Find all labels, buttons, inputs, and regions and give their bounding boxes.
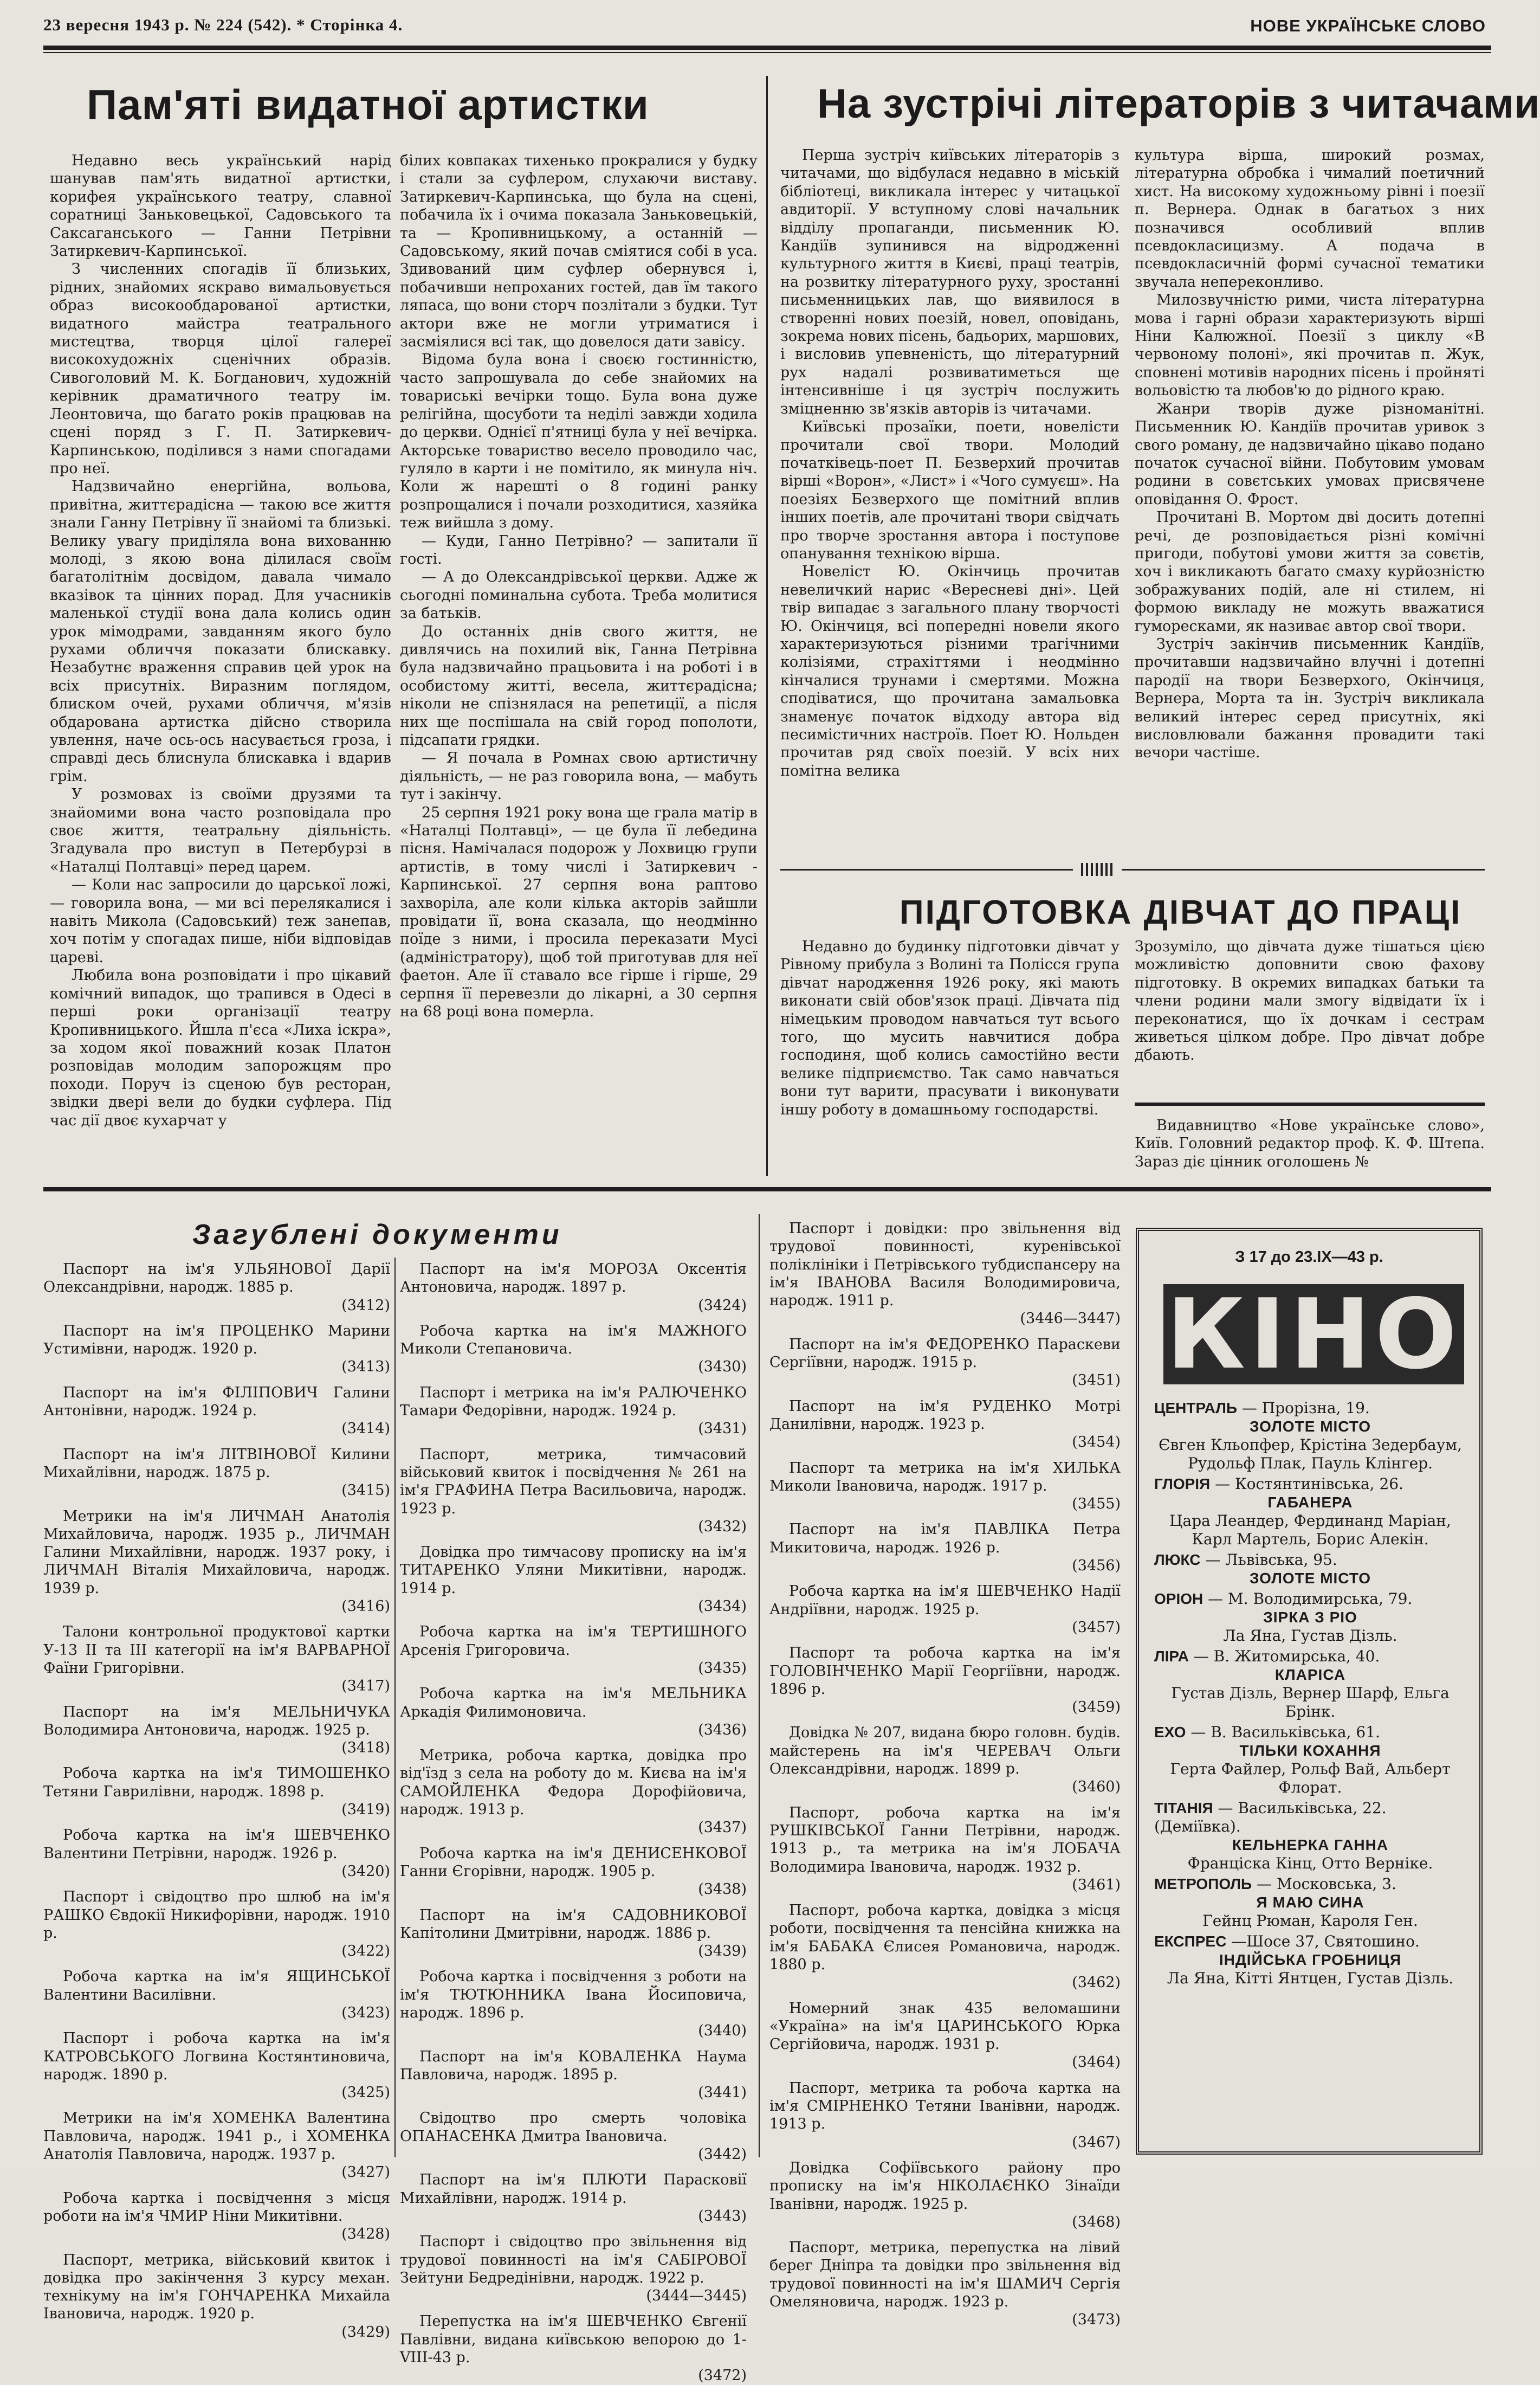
list-item: Паспорт, робоча картка на ім'я РУШКІВСЬКОЇ Ганни Петрівни, народж. 1913 р., та метрика на ім'я ЛОБАЧА Володимира Івановича, народж. 1932 р. (3461) bbox=[769, 1804, 1121, 1893]
paragraph: 25 серпня 1921 року вона ще грала матір в «Наталці Полтавці», — це була її лебедина пісня. Намічалася подорож у Лохвицю групи артистів, в тому числі і Затиркевич - Карпинської. 27 серпня вона раптово захворіла, але коли кілька акторів зайшли провідати її, вона сказала, що неодмінно поїде з ними, і просила переказати Мусі (адміністратору), щоб той приготував для неї фаетон. Але її ставало все гірше і гірше, 29 серпня її перевезли до лікарні, а 30 серпня на 68 році вона померла. bbox=[400, 804, 758, 1021]
paragraph: Прочитані В. Мортом дві досить дотепні речі, де розповідається різні комічні пригоди, побутові умови життя за совєтів, хоч і викликають багато смаху курйозністю зображуваних подій, але ні стилем, ні формою викладу не можуть вважатися гуморесками, як називає автор свої твори. bbox=[1135, 509, 1485, 635]
list-item: Робоча картка і посвідчення з місця роботи на ім'я ЧМИР Ніни Микитівни. (3428) bbox=[43, 2189, 390, 2243]
list-item: Довідка про тимчасову прописку на ім'я ТИТАРЕНКО Уляни Микитівни, народж. 1914 р. (3434) bbox=[400, 1544, 747, 1615]
cinema-entry: ОРІОН — М. Володимирська, 79. ЗІРКА З РІО Ла Яна, Густав Дізль. bbox=[1154, 1590, 1413, 1645]
issue-info: 23 вересня 1943 р. № 224 (542). * Сторінка 4. bbox=[43, 15, 403, 34]
list-item: Паспорт на ім'я КОВАЛЕНКА Наума Павловича, народж. 1895 р. (3441) bbox=[400, 2048, 747, 2102]
list-item: Паспорт, метрика та робоча картка на ім'я СМІРНЕНКО Тетяни Іванівни, народж. 1913 р. (3467) bbox=[769, 2079, 1121, 2151]
list-item: Паспорт на ім'я ПАВЛІКА Петра Микитовича, народж. 1926 р. (3456) bbox=[769, 1521, 1121, 1575]
article3-column-2 bbox=[1135, 938, 1485, 1100]
paragraph: Недавно до будинку підготовки дівчат у Рівному прибула з Волині та Полісся група дівчат народження 1926 року, які мають виконати свій обов'язок праці. Дівчата під німецьким проводом навчаться тут всього того, що мусить навчитися добра господиня, щоб колись самостійно вести велике підприємство. Так само навчаться вони тут варити, прасувати і виконувати іншу роботу в домашньому господарстві. bbox=[780, 938, 1120, 1118]
cinema-entry: ЛЮКС — Львівська, 95. ЗОЛОТЕ МІСТО bbox=[1154, 1551, 1371, 1587]
paragraph: У розмовах із своїми друзями та знайомими вона часто розповідала про своє життя, театральну діяльність. Згадувала про виступ в Петербурзі в «Наталці Полтавці» перед царем. bbox=[50, 786, 391, 875]
list-item: Метрики на ім'я ЛИЧМАН Анатолія Михайловича, народж. 1935 р., ЛИЧМАН Галини Михайлівни, народж. 1937 року, і ЛИЧМАН Віталія Михайловича, народж. 1939 р. (3416) bbox=[43, 1507, 390, 1615]
list-item: Паспорт і довідки: про звільнення від трудової повинності, куренівської поліклініки і Петрівського тубдиспансеру на ім'я ІВАНОВА Василя Володимировича, народж. 1911 р. (3446—3447) bbox=[769, 1220, 1121, 1327]
lost-docs-column-1 bbox=[43, 1260, 390, 2341]
list-item: Паспорт на ім'я ПЛЮТИ Парасковії Михайлівни, народж. 1914 р. (3443) bbox=[400, 2171, 747, 2225]
list-item: Робоча картка на ім'я ЯЩИНСЬКОЇ Валентини Василівни. (3423) bbox=[43, 1968, 390, 2021]
list-item: Метрики на ім'я ХОМЕНКА Валентина Павловича, народж. 1941 р., і ХОМЕНКА Анатолія Павловича, народж. 1937 р. (3427) bbox=[43, 2110, 390, 2181]
publisher-text: Видавництво «Нове українське слово», Київ. Головний редактор проф. К. Ф. Штепа. Зараз діє цінник оголошень № bbox=[1135, 1117, 1485, 1170]
column-divider bbox=[766, 76, 768, 1176]
section-divider-right bbox=[1122, 869, 1485, 871]
divider-ornament bbox=[1081, 863, 1114, 876]
paragraph: З численних спогадів її близьких, рідних, знайомих яскраво вимальовується образ високообдарованої артистки, видатного майстра театрального мистецтва, творця цілої галереї високохудожніх сценічних образів. Сивоголовий М. К. Богданович, художній керівник драматичного театру ім. Леонтовича, що багато років працював на сцені поряд з Г. П. Затиркевич-Карпинською, поділився з нами спогадами про неї. bbox=[50, 261, 391, 477]
article2-column-1 bbox=[780, 146, 1120, 854]
cinema-entry: ЕХО — В. Васильківська, 61. ТІЛЬКИ КОХАННЯ Герта Файлер, Рольф Вай, Альберт Флорат. bbox=[1154, 1723, 1451, 1796]
lost-docs-column-2 bbox=[400, 1260, 747, 2384]
list-item: Паспорт, метрика, тимчасовий військовий квиток і посвідчення № 261 на ім'я ГРАФИНА Петра Васильовича, народж. 1923 р. (3432) bbox=[400, 1446, 747, 1535]
list-item: Паспорт на ім'я САДОВНИКОВОЇ Капітолини Дмитрівни, народж. 1886 р. (3439) bbox=[400, 1906, 747, 1960]
lost-docs-column-3 bbox=[769, 1220, 1121, 2329]
list-item: Робоча картка і посвідчення з роботи на ім'я ТЮТЮННИКА Івана Йосиповича, народж. 1896 р. (3440) bbox=[400, 1968, 747, 2040]
lost-documents-title: Загублені документи bbox=[192, 1219, 562, 1250]
article2-column-2 bbox=[1135, 146, 1485, 854]
list-item: Паспорт і робоча картка на ім'я КАТРОВСЬКОГО Логвина Костянтиновича, народж. 1890 р. (3425) bbox=[43, 2030, 390, 2102]
paragraph: Зустріч закінчив письменник Кандіїв, прочитавши надзвичайно влучні і дотепні пародії на твори Безверхого, Окінчиця, Вернера, Морта та ін. Зустріч викликала великий інтерес серед присутніх, які висловлювали бажання провадити такі вечори частіше. bbox=[1135, 635, 1485, 762]
list-item: Талони контрольної продуктової картки У-13 ІІ та ІІІ категорії на ім'я ВАРВАРНОЇ Фаїни Григорівни. (3417) bbox=[43, 1623, 390, 1695]
section-rule bbox=[43, 1187, 1491, 1191]
list-item: Робоча картка на ім'я МЕЛЬНИКА Аркадія Филимоновича. (3436) bbox=[400, 1685, 747, 1738]
list-item: Паспорт на ім'я ФЕДОРЕНКО Параскеви Сергіївни, народж. 1915 р. (3451) bbox=[769, 1336, 1121, 1389]
list-item: Паспорт на ім'я УЛЬЯНОВОЇ Дарії Олександрівни, народж. 1885 р. (3412) bbox=[43, 1261, 390, 1314]
list-item: Перепустка на ім'я ШЕВЧЕНКО Євгенії Павлівни, видана київською вепорою до 1-VIII-43 р. (3472) bbox=[400, 2313, 747, 2384]
list-item: Робоча картка на ім'я ШЕВЧЕНКО Надії Андріївни, народж. 1925 р. (3457) bbox=[769, 1583, 1121, 1636]
list-item: Паспорт на ім'я МОРОЗА Оксентія Антоновича, народж. 1897 р. (3424) bbox=[400, 1261, 747, 1314]
paragraph: Недавно весь український нарід шанував пам'ять видатної артистки, корифея українського театру, славної соратниці Заньковецької, Садовського та Саксаганського — Ганни Петрівни Затиркевич-Карпинської. bbox=[50, 152, 391, 260]
paragraph: Новеліст Ю. Окінчиць прочитав невеличкий нарис «Вересневі дні». Цей твір випадає з загального плану творчості Ю. Окінчиця, всі попередні новели якого характеризуються різними трагічними колізіями, страхіттями і неодмінно кінчалися трунами і смертями. Можна сподіватися, що прочитана замальовка знаменує початок відходу автора від песимістичних настроїв. Поет Ю. Нольден прочитав ряд своїх поезій. У всіх них помітна велика bbox=[780, 563, 1120, 779]
header-rule-thin bbox=[43, 52, 1491, 53]
list-item: Робоча картка на ім'я ТЕРТИШНОГО Арсенія Григоровича. (3435) bbox=[400, 1623, 747, 1677]
paragraph: До останніх днів свого життя, не дивлячись на похилий вік, Ганна Петрівна була надзвичайно працьовита і на роботі і в особистому житті, весела, життєрадісна; ніколи не спізнялася на репетиції, а після них ще поспішала на свій город пополоти, підсапати грядки. bbox=[400, 623, 758, 749]
paragraph: Милозвучністю рими, чиста літературна мова і гарні образи характеризують вірші Ніни Калюжної. Поезії з циклу «В червоному полоні», які прочитав п. Жук, сповнені мотивів народних пісень і пройняті вольовістю та любов'ю до рідного краю. bbox=[1135, 292, 1485, 399]
list-item: Робоча картка на ім'я МАЖНОГО Миколи Степановича. (3430) bbox=[400, 1322, 747, 1376]
paragraph: — А до Олександрівської церкви. Адже ж сьогодні поминальна субота. Треба молитися за батьків. bbox=[400, 569, 758, 622]
article1-title: Пам'яті видатної артистки bbox=[87, 81, 649, 128]
list-item: Номерний знак 435 веломашини «Україна» на ім'я ЦАРИНСЬКОГО Юрка Сергійовича, народж. 1931 р. (3464) bbox=[769, 2000, 1121, 2071]
paragraph: Перша зустріч київських літераторів з читачами, що відбулася недавно в міській бібліотеці, викликала інтерес у читацької авдиторії. У вступному слові начальник відділу пропаганди, письменник Ю. Кандіїв зупинився на відродженні культурного життя в Києві, праці театрів, на розвитку літературного руху, зростанні письменницьких лав, що виявилося в створенні нових поезій, новел, оповідань, зокрема нових пісень, бадьорих, маршових, і висловив упевненість, що літературний рух надалі розвиватиметься ще інтенсивніше і ця зустріч послужить зміцненню зв'язків авторів із читачами. bbox=[780, 147, 1120, 417]
section-divider-left bbox=[780, 869, 1073, 871]
kino-logo: КІНО bbox=[1163, 1284, 1464, 1384]
cinema-entry: МЕТРОПОЛЬ — Московська, 3. Я МАЮ СИНА Гейнц Рюман, Кароля Ген. bbox=[1154, 1875, 1418, 1930]
column-divider bbox=[759, 1214, 760, 2157]
header-rule bbox=[43, 46, 1491, 50]
kino-listings bbox=[1136, 1228, 1483, 2155]
paragraph: білих ковпаках тихенько прокралися у будку і стали за суфлером, слухаючи виставу. Затиркевич-Карпинська, що була на сцені, побачила їх і очима показала Заньковецькій, та — Кропивницькому, а останній — Садовському, який почав сміятися собі в уса. Здивований цим суфлер обернувся і, побачивши непроханих гостей, дав їм такого ляпаса, що вони сторч позлітали з будки. Тут актори вже не могли утриматися і засміялися всі так, що довелося дати завісу. bbox=[400, 152, 758, 351]
article3-column-1 bbox=[780, 938, 1120, 1176]
paragraph: — Куди, Ганно Петрівно? — запитали її гості. bbox=[400, 532, 758, 568]
newspaper-name: НОВЕ УКРАЇНСЬКЕ СЛОВО bbox=[1250, 16, 1486, 35]
paragraph: культура вірша, широкий розмах, літературна обробка і чималий поетичний хист. На високому художньому рівні і поезії п. Вернера. Однак в багатьох з них позначився особливий вплив псевдокласицизму. А подача в псевдокласичній формі сучасної тематики звучала непереконливо. bbox=[1135, 147, 1485, 291]
list-item: Паспорт, метрика, військовий квиток і довідка про закінчення 3 курсу механ. технікуму на ім'я ГОНЧАРЕНКА Михайла Івановича, народж. 1920 р. (3429) bbox=[43, 2251, 390, 2341]
list-item: Паспорт і свідоцтво про шлюб на ім'я РАШКО Євдокії Никифорівни, народж. 1910 р. (3422) bbox=[43, 1888, 390, 1960]
paragraph: Жанри творів дуже різноманітні. Письменник Ю. Кандіїв прочитав уривок з свого роману, де надзвичайно цікаво подано початок сучасної війни. Побутовим умовам родини в совєтських умовах присвячене оповідання О. Фрост. bbox=[1135, 400, 1485, 508]
list-item: Паспорт на ім'я ФІЛІПОВИЧ Галини Антонівни, народж. 1924 р. (3414) bbox=[43, 1384, 390, 1438]
article3-title: ПІДГОТОВКА ДІВЧАТ ДО ПРАЦІ bbox=[900, 894, 1462, 931]
cinema-entry: ЦЕНТРАЛЬ — Прорізна, 19. ЗОЛОТЕ МІСТО Євген Кльопфер, Крістіна Зедербаум, Рудольф Плак, Пауль Клінгер. bbox=[1154, 1399, 1462, 1472]
cinema-entry: ТІТАНІЯ — Васильківська, 22. (Деміївка). КЕЛЬНЕРКА ГАННА Франціска Кінц, Отто Верніке. bbox=[1154, 1799, 1433, 1872]
cinema-entry: ЛІРА — В. Житомирська, 40. КЛАРІСА Густав Дізль, Вернер Шарф, Ельга Брінк. bbox=[1154, 1647, 1450, 1720]
list-item: Довідка № 207, видана бюро головн. будів. майстерень на ім'я ЧЕРЕВАЧ Ольги Олександрівни, народж. 1899 р. (3460) bbox=[769, 1724, 1121, 1796]
list-item: Паспорт, метрика, перепустка на лівий берег Дніпра та довідки про звільнення від трудової повинності на ім'я ШАМИЧ Сергія Омеляновича, народж. 1923 р. (3473) bbox=[769, 2239, 1121, 2329]
list-item: Довідка Софіївського району про прописку на ім'я НІКОЛАЄНКО Зінаїди Іванівни, народж. 1925 р. (3468) bbox=[769, 2159, 1121, 2231]
list-item: Свідоцтво про смерть чоловіка ОПАНАСЕНКА Дмитра Івановича. (3442) bbox=[400, 2110, 747, 2163]
paragraph: Київські прозаїки, поети, новелісти прочитали свої твори. Молодий початківець-поет П. Безверхий прочитав вірші «Ворон», «Лист» і «Чого сумуєш». На поезіях Безверхого ще помітний вплив інших поетів, але прочитані твори свідчать про творче зростання автора і поступове опанування технікою вірша. bbox=[780, 418, 1120, 562]
paragraph: Надзвичайно енергійна, вольова, привітна, життєрадісна — такою все життя знали Ганну Петрівну її знайомі та близькі. Велику увагу приділяла вона вихованню молоді, з якою вона ділилася своїм багатолітнім досвідом, давала чимало вказівок та цінних порад. Для учасників маленької студії вона дала колись один урок мімодрами, завданням якого було рухами обличчя показати блискавку. Незабутнє враження справив цей урок на всіх присутніх. Виразним поглядом, блиском очей, рухами обличчя, м'язів обдарована артистка дійсно створила увлення, наче ось-ось насувається гроза, і справді десь блиснула блискавка і вдарив грім. bbox=[50, 478, 391, 785]
paragraph: Любила вона розповідати і про цікавий комічний випадок, що трапився в Одесі в перші роки організації театру Кропивницького. Йшла п'єса «Лиха іскра», за ходом якої поважний козак Платон розповідав молодим запорожцям про походи. Поруч із сценою був ресторан, звідки двері вели до будки суфлера. Під час дії двоє кухарчат у bbox=[50, 967, 391, 1129]
publisher-info bbox=[1135, 1117, 1485, 1176]
article1-column-2 bbox=[400, 152, 758, 1174]
list-item: Паспорт на ім'я ЛІТВІНОВОЇ Килини Михайлівни, народж. 1875 р. (3415) bbox=[43, 1446, 390, 1499]
paragraph: — Я почала в Ромнах свою артистичну діяльність, — не раз говорила вона, — мабуть тут і закінчу. bbox=[400, 750, 758, 803]
kino-dates: З 17 до 23.IX—43 р. bbox=[1235, 1248, 1383, 1266]
list-item: Паспорт, робоча картка, довідка з місця роботи, посвідчення та пенсійна книжка на ім'я БАБАКА Єлисея Романовича, народж. 1880 р. (3462) bbox=[769, 1902, 1121, 1991]
article2-title: На зустрічі літераторів з читачами bbox=[817, 81, 1540, 127]
list-item: Паспорт і свідоцтво про звільнення від трудової повинності на ім'я САБІРОВОЇ Зейтуни Бедредінівни, народж. 1922 р. (3444—3445) bbox=[400, 2233, 747, 2305]
cinema-entry: ГЛОРІЯ — Костянтинівська, 26. ГАБАНЕРА Цара Леандер, Фердинанд Маріан, Карл Мартель, Борис Алекін. bbox=[1154, 1475, 1451, 1548]
article1-column-1 bbox=[50, 152, 391, 1174]
list-item: Метрика, робоча картка, довідка про від'їзд з села на роботу до м. Києва на ім'я САМОЙЛЕНКА Федора Дорофійовича, народж. 1913 р. (3437) bbox=[400, 1747, 747, 1836]
list-item: Робоча картка на ім'я ДЕНИСЕНКОВОЇ Ганни Єгорівни, народж. 1905 р. (3438) bbox=[400, 1845, 747, 1898]
column-divider bbox=[394, 1258, 396, 2157]
paragraph: — Коли нас запросили до царської ложі, — говорила вона, — ми всі перелякалися і навіть Микола (Садовський) теж занепав, хоч потім у спогадах пише, ніби відповідав цареві. bbox=[50, 876, 391, 966]
cinema-list bbox=[1154, 1399, 1466, 1990]
list-item: Паспорт та метрика на ім'я ХИЛЬКА Миколи Івановича, народж. 1917 р. (3455) bbox=[769, 1459, 1121, 1513]
paragraph: Відома була вона і своєю гостинністю, часто запрошувала до себе знайомих на товариські вечірки тощо. Була вона дуже релігійна, щосуботи та неділі завжди ходила до церкви. Однієї п'ятниці була у неї вечірка. Акторське товариство весело проводило час, гуляло в карти і не помітило, як минула ніч. Коли ж нарешті о 8 годині ранку розпрощалися і почали розходитися, хазяйка теж вийшла з дому. bbox=[400, 351, 758, 532]
cinema-entry: ЕКСПРЕС —Шосе 37, Святошино. ІНДІЙСЬКА ГРОБНИЦЯ Ла Яна, Кітті Янтцен, Густав Дізль. bbox=[1154, 1932, 1454, 1987]
list-item: Паспорт на ім'я МЕЛЬНИЧУКА Володимира Антоновича, народж. 1925 р. (3418) bbox=[43, 1703, 390, 1757]
list-item: Робоча картка на ім'я ТИМОШЕНКО Тетяни Гаврилівни, народж. 1898 р. (3419) bbox=[43, 1765, 390, 1819]
list-item: Паспорт та робоча картка на ім'я ГОЛОВІНЧЕНКО Марії Георгіївни, народж. 1896 р. (3459) bbox=[769, 1645, 1121, 1716]
paragraph: Зрозуміло, що дівчата дуже тішаться цією можливістю доповнити свою фахову підготовку. В окремих випадках батьки та члени родини мали змогу відвідати їх і переконатися, що їх дочкам і сестрам живеться цілком добре. Про дівчат добре дбають. bbox=[1135, 938, 1485, 1064]
publisher-rule bbox=[1135, 1103, 1485, 1106]
list-item: Паспорт на ім'я РУДЕНКО Мотрі Данилівни, народж. 1923 р. (3454) bbox=[769, 1397, 1121, 1451]
list-item: Паспорт на ім'я ПРОЦЕНКО Марини Устимівни, народж. 1920 р. (3413) bbox=[43, 1322, 390, 1376]
list-item: Робоча картка на ім'я ШЕВЧЕНКО Валентини Петрівни, народж. 1926 р. (3420) bbox=[43, 1827, 390, 1880]
list-item: Паспорт і метрика на ім'я РАЛЮЧЕНКО Тамари Федорівни, народж. 1924 р. (3431) bbox=[400, 1384, 747, 1438]
